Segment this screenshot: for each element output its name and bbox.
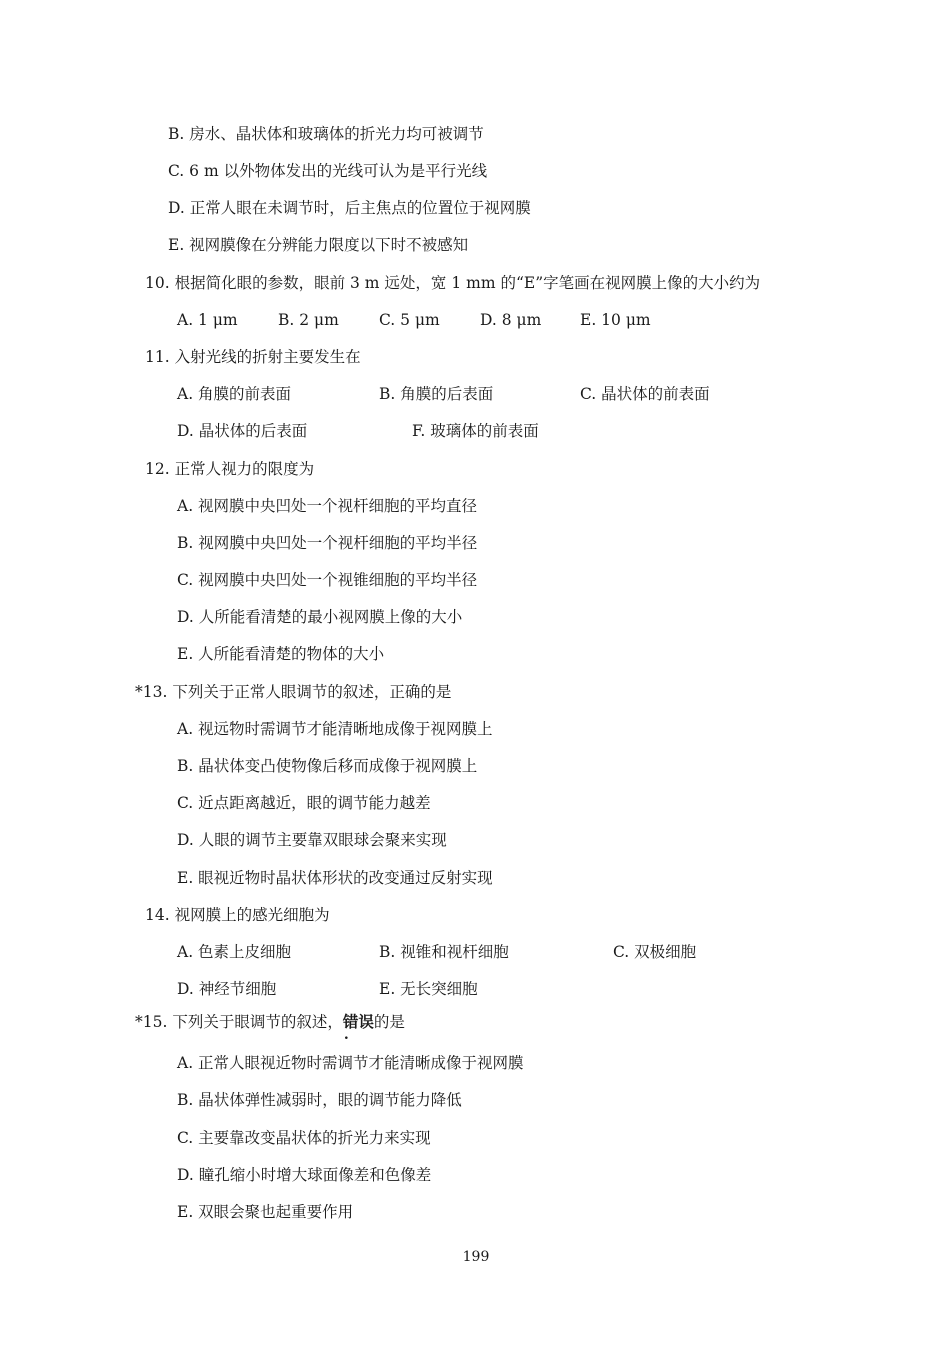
q9-option-b: B. 房水、晶状体和玻璃体的折光力均可被调节 — [168, 125, 484, 143]
q15-option-c: C. 主要靠改变晶状体的折光力来实现 — [177, 1129, 431, 1147]
q15-stem-suffix: 的是 — [373, 1013, 405, 1031]
q15-option-b: B. 晶状体弹性减弱时，眼的调节能力降低 — [177, 1091, 462, 1109]
q11-option-f: F. 玻璃体的前表面 — [412, 422, 539, 440]
q13-option-e: E. 眼视近物时晶状体形状的改变通过反射实现 — [177, 869, 493, 887]
q14-option-b: B. 视锥和视杆细胞 — [379, 943, 509, 961]
q10-option-e: E. 10 μm — [580, 311, 651, 329]
q14-option-a: A. 色素上皮细胞 — [177, 943, 292, 961]
q10-stem: 10. 根据简化眼的参数，眼前 3 m 远处，宽 1 mm 的“E”字笔画在视网膜上像的大小约为 — [145, 274, 761, 292]
q15-stem-prefix: *15. 下列关于眼调节的叙述， — [135, 1013, 343, 1031]
q14-option-c: C. 双极细胞 — [613, 943, 697, 961]
q13-option-d: D. 人眼的调节主要靠双眼球会聚来实现 — [177, 831, 447, 849]
q13-option-b: B. 晶状体变凸使物像后移而成像于视网膜上 — [177, 757, 478, 775]
q13-stem: *13. 下列关于正常人眼调节的叙述，正确的是 — [135, 683, 452, 701]
q10-option-b: B. 2 μm — [278, 311, 339, 329]
page-number: 199 — [462, 1249, 490, 1265]
q11-option-d: D. 晶状体的后表面 — [177, 422, 308, 440]
q10-option-d: D. 8 μm — [480, 311, 542, 329]
q12-option-e: E. 人所能看清楚的物体的大小 — [177, 645, 385, 663]
q15-stem — [135, 1012, 405, 1032]
q12-option-b: B. 视网膜中央凹处一个视杆细胞的平均半径 — [177, 534, 478, 552]
q12-option-c: C. 视网膜中央凹处一个视锥细胞的平均半径 — [177, 571, 478, 589]
q9-option-c: C. 6 m 以外物体发出的光线可认为是平行光线 — [168, 162, 488, 180]
q15-option-d: D. 瞳孔缩小时增大球面像差和色像差 — [177, 1166, 432, 1184]
q13-option-a: A. 视远物时需调节才能清晰地成像于视网膜上 — [177, 720, 493, 738]
q14-stem: 14. 视网膜上的感光细胞为 — [145, 906, 330, 924]
q10-option-c: C. 5 μm — [379, 311, 440, 329]
q10-option-a: A. 1 μm — [177, 311, 238, 329]
q12-option-a: A. 视网膜中央凹处一个视杆细胞的平均直径 — [177, 497, 478, 515]
q9-option-e: E. 视网膜像在分辨能力限度以下时不被感知 — [168, 236, 469, 254]
q13-option-c: C. 近点距离越近，眼的调节能力越差 — [177, 794, 431, 812]
q12-option-d: D. 人所能看清楚的最小视网膜上像的大小 — [177, 608, 463, 626]
q14-option-e: E. 无长突细胞 — [379, 980, 478, 998]
q15-option-a: A. 正常人眼视近物时需调节才能清晰成像于视网膜 — [177, 1054, 524, 1072]
q12-stem: 12. 正常人视力的限度为 — [145, 460, 315, 478]
q14-option-d: D. 神经节细胞 — [177, 980, 277, 998]
q9-option-d: D. 正常人眼在未调节时，后主焦点的位置位于视网膜 — [168, 199, 531, 217]
q11-option-c: C. 晶状体的前表面 — [580, 385, 710, 403]
q11-option-a: A. 角膜的前表面 — [177, 385, 292, 403]
q15-stem-emphasis: 错误 ․ — [343, 1012, 374, 1032]
q15-option-e: E. 双眼会聚也起重要作用 — [177, 1203, 354, 1221]
q11-stem: 11. 入射光线的折射主要发生在 — [145, 348, 361, 366]
q11-option-b: B. 角膜的后表面 — [379, 385, 494, 403]
